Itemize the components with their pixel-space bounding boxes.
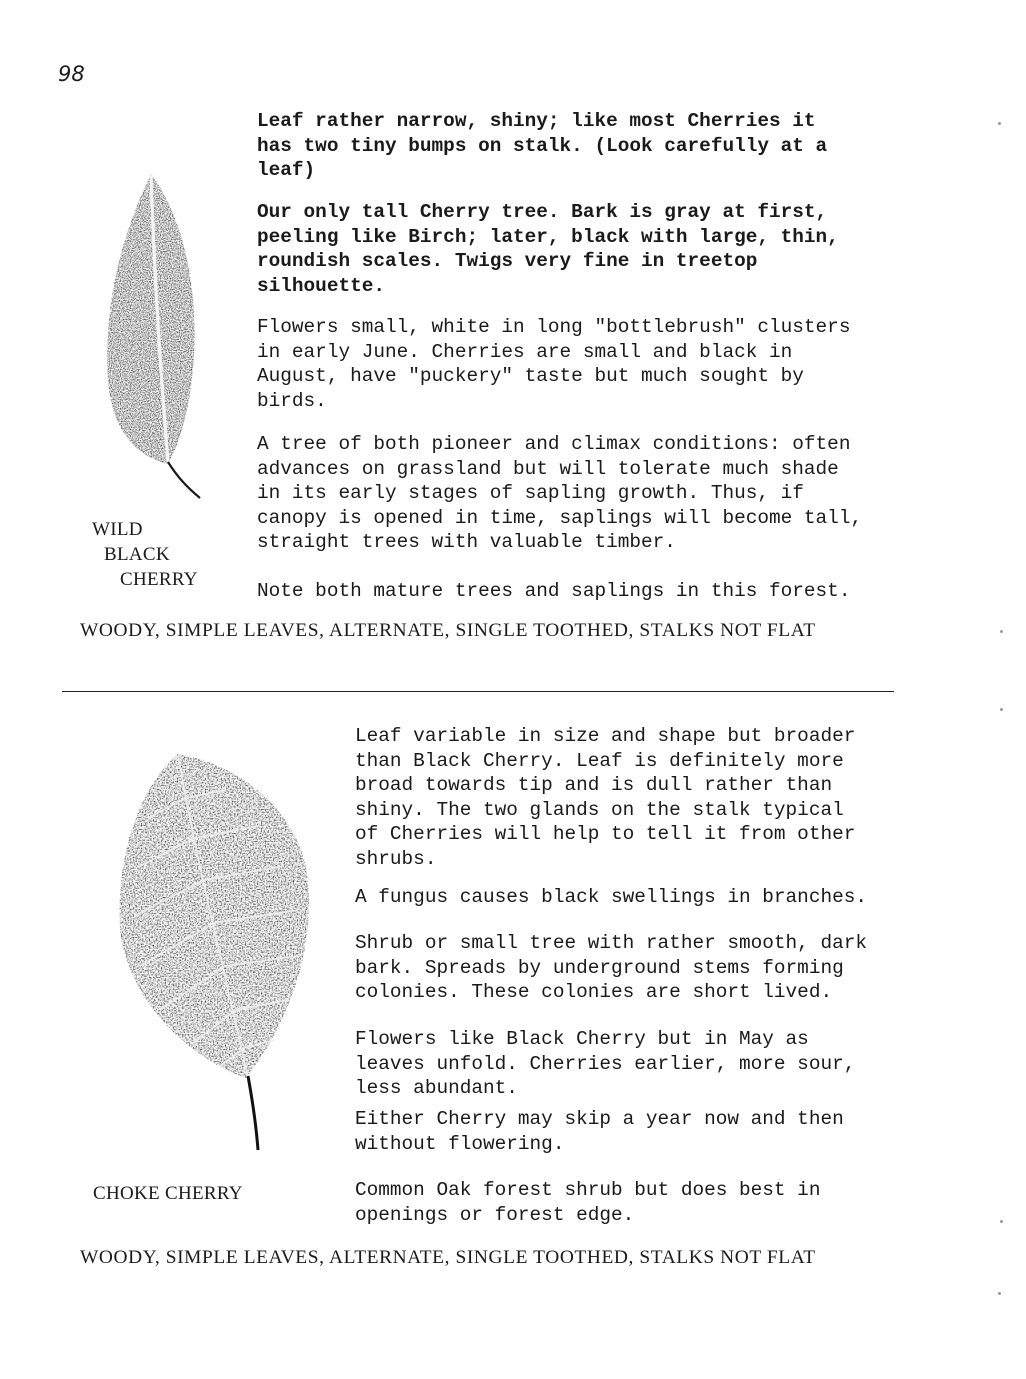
- black-cherry-leaf-description: Leaf rather narrow, shiny; like most Cherries it has two tiny bumps on stalk. (Look carefully at a leaf): [257, 110, 828, 182]
- choke-cherry-flower-description: Flowers like Black Cherry but in May as leaves unfold. Cherries earlier, more sour, less abundant.: [355, 1028, 856, 1100]
- choke-cherry-leaf-icon: [108, 748, 328, 1158]
- black-cherry-name-line-3: CHERRY: [120, 569, 198, 590]
- scan-speck: [1000, 1220, 1003, 1223]
- black-cherry-name-line-1: WILD: [92, 519, 143, 540]
- black-cherry-ecology-description: A tree of both pioneer and climax conditions: often advances on grassland but will tolerate much shade in its early stages of sapling growth. Thus, if canopy is opened in time, saplings will become tall, straight trees with valuable timber.: [257, 433, 863, 554]
- choke-cherry-fungus-note: A fungus causes black swellings in branches.: [355, 886, 867, 908]
- black-cherry-key-line: WOODY, SIMPLE LEAVES, ALTERNATE, SINGLE TOOTHED, STALKS NOT FLAT: [80, 620, 816, 641]
- scan-speck: [998, 1292, 1001, 1295]
- choke-cherry-flowering-note: Either Cherry may skip a year now and then without flowering.: [355, 1108, 844, 1155]
- scan-speck: [1000, 630, 1003, 633]
- choke-cherry-bark-description: Shrub or small tree with rather smooth, dark bark. Spreads by underground stems forming colonies. These colonies are short lived.: [355, 932, 867, 1004]
- choke-cherry-name: CHOKE CHERRY: [93, 1183, 243, 1204]
- black-cherry-forest-note: Note both mature trees and saplings in this forest.: [257, 580, 851, 602]
- choke-cherry-key-line: WOODY, SIMPLE LEAVES, ALTERNATE, SINGLE TOOTHED, STALKS NOT FLAT: [80, 1247, 816, 1268]
- choke-cherry-habitat-note: Common Oak forest shrub but does best in openings or forest edge.: [355, 1179, 821, 1226]
- black-cherry-bark-description: Our only tall Cherry tree. Bark is gray at first, peeling like Birch; later, black with large, thin, roundish scales. Twigs very fine in treetop silhouette.: [257, 201, 839, 297]
- scan-speck: [1000, 708, 1003, 711]
- scan-speck: [998, 122, 1001, 125]
- black-cherry-flower-description: Flowers small, white in long "bottlebrush" clusters in early June. Cherries are small and black in August, have "puckery" taste but much sought by birds.: [257, 316, 851, 412]
- black-cherry-leaf-icon: [96, 166, 216, 506]
- black-cherry-name-line-2: BLACK: [104, 544, 170, 565]
- choke-cherry-leaf-description: Leaf variable in size and shape but broader than Black Cherry. Leaf is definitely more broad towards tip and is dull rather than shiny. The two glands on the stalk typical of Cherries will help to tell it from other shrubs.: [355, 725, 856, 870]
- section-divider: [62, 691, 894, 692]
- page-number: 98: [58, 62, 85, 86]
